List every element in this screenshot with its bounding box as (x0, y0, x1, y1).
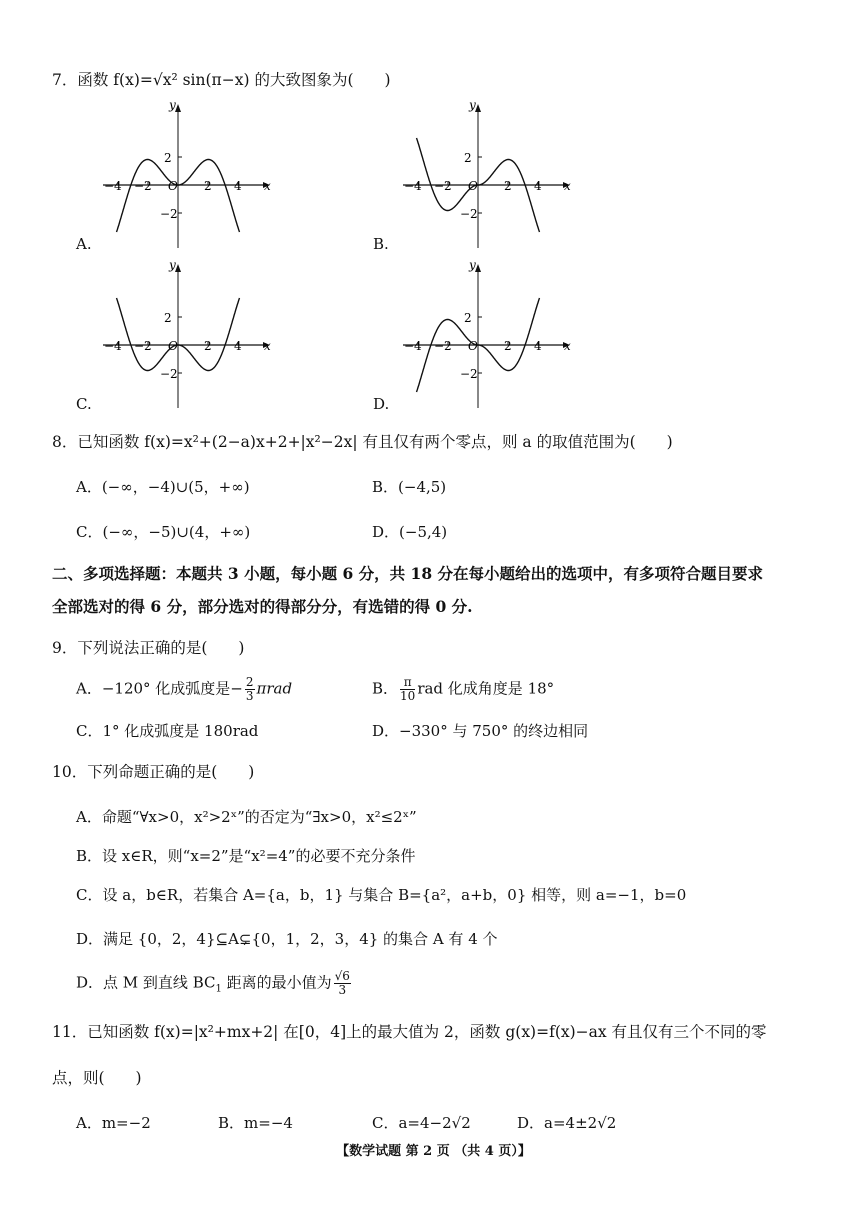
y-tick-label-2: 2 (164, 151, 172, 165)
x-tick-label-neg4: −4 (104, 339, 122, 353)
x-tick-label-2: 2 (504, 179, 512, 193)
q9-b-pre: B． (372, 679, 399, 698)
y-tick-label-neg2: −2 (160, 367, 178, 381)
q7-stem: 7．函数 f(x)=√x² sin(π−x) 的大致图象为( ) (52, 71, 391, 89)
q10-option-a: A．命题“∀x>0，x²>2ˣ”的否定为“∃x>0，x²≤2ˣ” (76, 808, 417, 826)
q10-d2-sub: 1 (215, 983, 222, 995)
x-tick-label-2: 2 (204, 339, 212, 353)
x-axis-label: x (564, 179, 571, 193)
origin-label: O (468, 339, 478, 353)
x-tick-label-neg2: −2 (434, 179, 452, 193)
y-axis-label: y (169, 98, 176, 112)
q8-option-c: C．(−∞，−5)∪(4，+∞) (76, 523, 251, 541)
q9-a-num: 2 (245, 675, 254, 689)
origin-label: O (468, 179, 478, 193)
y-tick-label-neg2: −2 (460, 207, 478, 221)
origin-label: O (168, 179, 178, 193)
y-axis-arrow (475, 264, 481, 272)
graph-d-svg (398, 260, 573, 410)
x-tick-label-4: 4 (234, 339, 242, 353)
q10-d2-num: √6 (334, 969, 350, 983)
section-2-line2: 全部选对的得 6 分，部分选对的得部分分，有选错的得 0 分. (52, 597, 473, 616)
y-tick-label-neg2: −2 (160, 207, 178, 221)
y-axis-arrow (475, 104, 481, 112)
q11-stem-2: 点，则( ) (52, 1069, 142, 1087)
y-tick-label-2: 2 (464, 151, 472, 165)
q10-stem: 10．下列命题正确的是( ) (52, 763, 255, 781)
x-axis-label: x (264, 179, 271, 193)
x-tick-label-neg4: −4 (404, 339, 422, 353)
graph-a-letter: A. (76, 235, 92, 253)
graph-d (398, 260, 573, 414)
y-axis-arrow (175, 104, 181, 112)
q8-option-d: D．(−5,4) (372, 523, 448, 541)
q11-option-c: C．a=4−2√2 (372, 1114, 471, 1132)
q9-a-post: πrad (256, 679, 293, 698)
section-2-line1: 二、多项选择题：本题共 3 小题，每小题 6 分，共 18 分在每小题给出的选项中，有多项符合题目要求 (52, 564, 764, 583)
q9-b-frac (400, 676, 415, 703)
graph-c (98, 260, 273, 414)
q11-option-a: A．m=−2 (76, 1114, 151, 1132)
q9-a-pre: A．−120° 化成弧度是− (76, 679, 243, 698)
q9-option-b (372, 676, 554, 703)
graph-c-svg (98, 260, 273, 410)
q10-d2-mid: 距离的最小值为 (221, 973, 332, 992)
q10-option-c: C．设 a，b∈R，若集合 A={a，b，1} 与集合 B={a²，a+b，0} 相等，则 a=−1，b=0 (76, 886, 687, 904)
y-axis-label: y (469, 98, 476, 112)
q10-option-b: B．设 x∈R，则“x=2”是“x²=4”的必要不充分条件 (76, 847, 416, 865)
x-tick-label-neg2: −2 (434, 339, 452, 353)
q8-stem: 8．已知函数 f(x)=x²+(2−a)x+2+|x²−2x| 有且仅有两个零点，则 a 的取值范围为( ) (52, 433, 673, 451)
y-axis-label: y (469, 258, 476, 272)
q8-option-a: A．(−∞，−4)∪(5，+∞) (76, 478, 250, 496)
graph-c-letter: C. (76, 395, 92, 413)
x-tick-label-neg4: −4 (404, 179, 422, 193)
x-axis-label: x (264, 339, 271, 353)
q9-a-den: 3 (245, 689, 254, 703)
q10-d2-pre: D．点 M 到直线 BC (76, 973, 216, 992)
y-axis-arrow (175, 264, 181, 272)
q9-b-post: rad 化成角度是 18° (417, 679, 555, 698)
x-tick-label-4: 4 (234, 179, 242, 193)
graph-a-svg (98, 100, 273, 250)
y-axis-label: y (169, 258, 176, 272)
q9-option-d: D．−330° 与 750° 的终边相同 (372, 722, 589, 740)
x-tick-label-neg2: −2 (134, 179, 152, 193)
q8-option-b: B．(−4,5) (372, 478, 447, 496)
graph-b (398, 100, 573, 254)
x-tick-label-4: 4 (534, 179, 542, 193)
q9-option-a (76, 676, 292, 703)
q9-b-den: 10 (400, 689, 416, 703)
x-tick-label-neg2: −2 (134, 339, 152, 353)
q11-stem-1: 11．已知函数 f(x)=|x²+mx+2| 在[0，4]上的最大值为 2，函数 g(x)=f(x)−ax 有且仅有三个不同的零 (52, 1023, 767, 1041)
origin-label: O (168, 339, 178, 353)
graph-a (98, 100, 273, 254)
x-tick-label-2: 2 (204, 179, 212, 193)
q10-option-d: D．满足 {0，2，4}⊆A⊊{0，1，2，3，4} 的集合 A 有 4 个 (76, 930, 498, 948)
q9-stem: 9．下列说法正确的是( ) (52, 639, 245, 657)
y-tick-label-2: 2 (164, 311, 172, 325)
q9-b-num: π (400, 676, 415, 690)
y-tick-label-2: 2 (464, 311, 472, 325)
q10-d2-frac (334, 970, 351, 997)
q11-option-b: B．m=−4 (218, 1114, 293, 1132)
graph-b-letter: B. (373, 235, 389, 253)
graph-d-letter: D. (373, 395, 390, 413)
q9-a-frac (245, 676, 255, 703)
x-tick-label-neg4: −4 (104, 179, 122, 193)
q10-d2-den: 3 (338, 983, 347, 997)
page-footer: 【数学试题 第 2 页 （共 4 页）】 (336, 1144, 531, 1159)
q11-option-d: D．a=4±2√2 (517, 1114, 617, 1132)
graph-b-svg (398, 100, 573, 250)
q9-option-c: C．1° 化成弧度是 180rad (76, 722, 259, 740)
x-tick-label-2: 2 (504, 339, 512, 353)
q10-option-d-extra (76, 970, 353, 997)
x-tick-label-4: 4 (534, 339, 542, 353)
y-tick-label-neg2: −2 (460, 367, 478, 381)
x-axis-label: x (564, 339, 571, 353)
